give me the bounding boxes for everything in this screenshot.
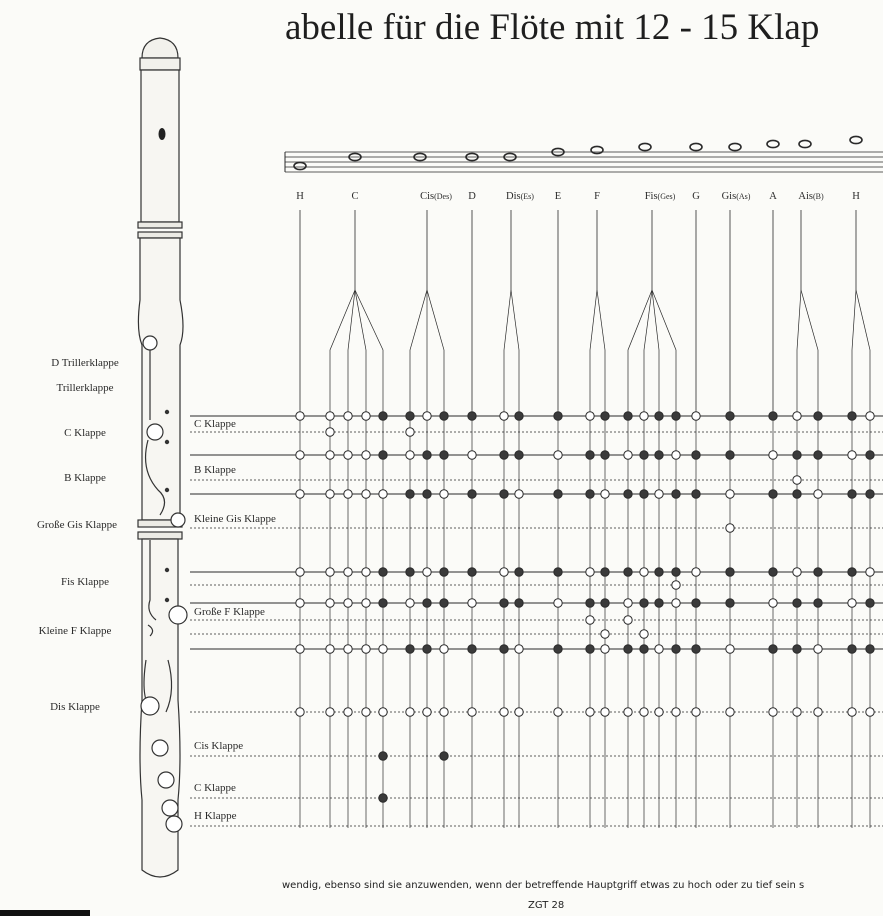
fingering-dot: [655, 645, 663, 653]
fingering-dot: [344, 412, 352, 420]
fingering-dot: [692, 451, 700, 459]
fingering-dot: [500, 599, 508, 607]
fingering-dot: [344, 599, 352, 607]
note-name: A: [769, 191, 777, 202]
row-label-b-klappe: B Klappe: [194, 464, 236, 476]
fingering-dot: [362, 412, 370, 420]
left-label-fis-klappe: Fis Klappe: [61, 576, 109, 588]
fingering-dot: [379, 568, 387, 576]
fingering-dot: [793, 645, 801, 653]
fingering-dot: [601, 599, 609, 607]
fingering-dot: [515, 568, 523, 576]
fingering-dot: [640, 645, 648, 653]
fingering-dot: [554, 708, 562, 716]
fingering-dot: [500, 412, 508, 420]
fingering-dot: [296, 568, 304, 576]
note-name: D: [468, 191, 476, 202]
fingering-dot: [515, 412, 523, 420]
fingering-dot: [586, 708, 594, 716]
fingering-dot: [866, 568, 874, 576]
fingering-dot: [726, 412, 734, 420]
fingering-dot: [296, 451, 304, 459]
note-name: Gis(As): [721, 191, 751, 202]
fingering-dot: [586, 451, 594, 459]
grid-branch: [852, 290, 856, 410]
fingering-dot: [624, 708, 632, 716]
fingering-dot: [692, 412, 700, 420]
fingering-dot: [866, 645, 874, 653]
fingering-dot: [769, 490, 777, 498]
left-label-c-klappe: C Klappe: [64, 427, 106, 439]
grid-branch: [652, 290, 659, 410]
note-name: H: [852, 191, 860, 202]
fingering-dot: [440, 412, 448, 420]
fingering-dot: [601, 708, 609, 716]
grid-branch: [427, 290, 444, 410]
fingering-dot: [848, 568, 856, 576]
fingering-dot: [672, 645, 680, 653]
fingering-dot: [440, 490, 448, 498]
fingering-dot: [362, 451, 370, 459]
fingering-dot: [624, 568, 632, 576]
fingering-dot: [554, 599, 562, 607]
fingering-dot: [692, 645, 700, 653]
fingering-dot: [326, 599, 334, 607]
grid-branch: [330, 290, 355, 410]
note-name: Dis(Es): [506, 191, 534, 202]
fingering-dot: [793, 476, 801, 484]
fingering-dot: [814, 599, 822, 607]
fingering-dot: [814, 568, 822, 576]
fingering-dot: [440, 568, 448, 576]
row-label-kleine-gis-klappe: Kleine Gis Klappe: [194, 513, 276, 525]
grid-branch: [355, 290, 366, 410]
fingering-dot: [344, 568, 352, 576]
fingering-dot: [362, 568, 370, 576]
fingering-dot: [515, 599, 523, 607]
fingering-dot: [601, 490, 609, 498]
fingering-dot: [379, 599, 387, 607]
fingering-dot: [672, 708, 680, 716]
fingering-dot: [296, 412, 304, 420]
fingering-dot: [814, 490, 822, 498]
fingering-dot: [672, 581, 680, 589]
fingering-dot: [379, 412, 387, 420]
grid-branch: [348, 290, 355, 410]
fingering-dot: [406, 568, 414, 576]
fingering-dot: [468, 412, 476, 420]
fingering-dot: [362, 490, 370, 498]
fingering-dot: [793, 412, 801, 420]
fingering-dot: [640, 490, 648, 498]
fingering-dot: [640, 568, 648, 576]
fingering-dot: [586, 645, 594, 653]
fingering-dot: [640, 451, 648, 459]
fingering-dot: [655, 490, 663, 498]
grid-branch: [511, 290, 519, 410]
fingering-dot: [406, 428, 414, 436]
staff-note: [294, 162, 306, 169]
fingering-dot: [515, 645, 523, 653]
fingering-grid: [190, 136, 883, 828]
fingering-dot: [344, 490, 352, 498]
fingering-dot: [440, 599, 448, 607]
fingering-dot: [468, 568, 476, 576]
fingering-dot: [423, 490, 431, 498]
fingering-dot: [406, 708, 414, 716]
fingering-dot: [601, 568, 609, 576]
flute-icon: [138, 38, 187, 877]
left-label-grosse-gis-klappe: Große Gis Klappe: [36, 519, 118, 531]
fingering-dot: [726, 708, 734, 716]
staff-note: [850, 136, 862, 143]
fingering-dot: [640, 412, 648, 420]
fingering-dot: [769, 599, 777, 607]
fingering-dot: [326, 568, 334, 576]
fingering-dot: [672, 451, 680, 459]
fingering-dot: [866, 490, 874, 498]
fingering-dot: [624, 490, 632, 498]
fingering-dot: [586, 490, 594, 498]
grid-branch: [597, 290, 605, 410]
row-label-h-klappe: H Klappe: [194, 810, 237, 822]
scan-edge-bar: [0, 910, 90, 916]
staff-note: [591, 146, 603, 153]
staff-note: [729, 143, 741, 150]
fingering-dot: [379, 451, 387, 459]
fingering-dot: [672, 490, 680, 498]
fingering-dot: [866, 599, 874, 607]
fingering-dot: [500, 490, 508, 498]
footer-text: wendig, ebenso sind sie anzuwenden, wenn der betreffende Hauptgriff etwas zu hoch oder zu tief sein s: [282, 880, 805, 891]
fingering-dot: [296, 490, 304, 498]
grid-branch: [856, 290, 870, 410]
fingering-dot: [500, 568, 508, 576]
fingering-dot: [793, 490, 801, 498]
grid-branch: [801, 290, 818, 410]
fingering-dot: [344, 708, 352, 716]
fingering-dot: [586, 616, 594, 624]
fingering-dot: [554, 412, 562, 420]
row-label-c-klappe: C Klappe: [194, 418, 236, 430]
fingering-dot: [793, 568, 801, 576]
fingering-dot: [624, 412, 632, 420]
fingering-dot: [793, 451, 801, 459]
page-number: ZGT 28: [528, 900, 565, 911]
grid-branch: [644, 290, 652, 410]
fingering-dot: [793, 599, 801, 607]
fingering-dot: [601, 630, 609, 638]
fingering-dot: [423, 708, 431, 716]
fingering-dot: [624, 645, 632, 653]
fingering-dot: [640, 599, 648, 607]
fingering-dot: [379, 490, 387, 498]
row-label-cis-klappe: Cis Klappe: [194, 740, 244, 752]
fingering-dot: [848, 645, 856, 653]
fingering-dot: [601, 645, 609, 653]
staff-note: [767, 140, 779, 147]
grid-branch: [355, 290, 383, 410]
fingering-dot: [423, 599, 431, 607]
fingering-dot: [440, 708, 448, 716]
fingering-dot: [500, 645, 508, 653]
note-name: Cis(Des): [420, 191, 452, 202]
fingering-dot: [440, 645, 448, 653]
fingering-dot: [726, 645, 734, 653]
fingering-dot: [379, 794, 387, 802]
row-label-grosse-f-klappe: Große F Klappe: [194, 606, 265, 618]
fingering-dot: [672, 568, 680, 576]
fingering-dot: [379, 752, 387, 760]
fingering-dot: [296, 708, 304, 716]
left-label-d-trillerklappe: D Trillerklappe: [51, 357, 119, 369]
fingering-dot: [326, 412, 334, 420]
fingering-dot: [692, 708, 700, 716]
fingering-dot: [692, 599, 700, 607]
fingering-dot: [814, 451, 822, 459]
grid-branch: [628, 290, 652, 410]
fingering-dot: [379, 645, 387, 653]
left-label-b-klappe: B Klappe: [64, 472, 106, 484]
fingering-dot: [379, 708, 387, 716]
fingering-dot: [362, 599, 370, 607]
fingering-dot: [515, 451, 523, 459]
fingering-dot: [601, 412, 609, 420]
note-name: C: [351, 191, 359, 202]
fingering-dot: [423, 412, 431, 420]
fingering-dot: [586, 568, 594, 576]
fingering-dot: [362, 708, 370, 716]
fingering-dot: [866, 708, 874, 716]
fingering-dot: [624, 616, 632, 624]
fingering-dot: [423, 645, 431, 653]
grid-branch: [652, 290, 676, 410]
fingering-dot: [814, 412, 822, 420]
fingering-dot: [726, 599, 734, 607]
fingering-dot: [601, 451, 609, 459]
fingering-dot: [554, 645, 562, 653]
fingering-dot: [848, 412, 856, 420]
fingering-dot: [344, 451, 352, 459]
fingering-dot: [406, 412, 414, 420]
fingering-dot: [655, 708, 663, 716]
fingering-dot: [468, 645, 476, 653]
row-label-c-klappe-low: C Klappe: [194, 782, 236, 794]
fingering-dot: [866, 412, 874, 420]
fingering-dot: [726, 490, 734, 498]
fingering-dot: [406, 645, 414, 653]
fingering-dot: [848, 599, 856, 607]
left-label-dis-klappe: Dis Klappe: [50, 701, 100, 713]
fingering-dot: [423, 568, 431, 576]
fingering-dot: [296, 645, 304, 653]
fingering-dot: [468, 490, 476, 498]
fingering-dot: [655, 599, 663, 607]
fingering-dot: [624, 451, 632, 459]
fingering-dot: [655, 451, 663, 459]
fingering-dot: [406, 490, 414, 498]
grid-branch: [410, 290, 427, 410]
fingering-dot: [468, 708, 476, 716]
fingering-dot: [554, 451, 562, 459]
grid-branch: [504, 290, 511, 410]
fingering-dot: [423, 451, 431, 459]
fingering-dot: [655, 568, 663, 576]
note-name: E: [554, 191, 562, 202]
fingering-dot: [624, 599, 632, 607]
fingering-dot: [769, 708, 777, 716]
fingering-dot: [848, 451, 856, 459]
note-name: Fis(Ges): [644, 191, 676, 202]
fingering-dot: [326, 645, 334, 653]
fingering-dot: [326, 428, 334, 436]
fingering-dot: [672, 412, 680, 420]
fingering-dot: [848, 708, 856, 716]
fingering-dot: [406, 599, 414, 607]
page-title: abelle für die Flöte mit 12 - 15 Klap: [285, 7, 820, 48]
fingering-dot: [296, 599, 304, 607]
staff-note: [690, 143, 702, 150]
fingering-dot: [326, 451, 334, 459]
left-label-kleine-f-klappe: Kleine F Klappe: [38, 625, 112, 637]
fingering-dot: [326, 490, 334, 498]
fingering-dot: [692, 568, 700, 576]
fingering-dot: [814, 645, 822, 653]
fingering-dot: [440, 451, 448, 459]
fingering-dot: [468, 599, 476, 607]
fingering-dot: [726, 568, 734, 576]
fingering-dot: [692, 490, 700, 498]
fingering-dot: [344, 645, 352, 653]
fingering-dot: [769, 645, 777, 653]
fingering-dot: [362, 645, 370, 653]
note-name: H: [296, 191, 304, 202]
fingering-dot: [500, 708, 508, 716]
fingering-dot: [814, 708, 822, 716]
staff-note: [799, 140, 811, 147]
fingering-dot: [440, 752, 448, 760]
note-name: F: [594, 191, 600, 202]
fingering-dot: [769, 412, 777, 420]
fingering-dot: [640, 630, 648, 638]
fingering-dot: [655, 412, 663, 420]
fingering-dot: [515, 708, 523, 716]
fingering-dot: [500, 451, 508, 459]
fingering-dot: [769, 451, 777, 459]
fingering-dot: [554, 490, 562, 498]
fingering-dot: [769, 568, 777, 576]
fingering-dot: [848, 490, 856, 498]
fingering-dot: [726, 524, 734, 532]
fingering-dot: [468, 451, 476, 459]
fingering-dot: [586, 412, 594, 420]
fingering-dot: [554, 568, 562, 576]
note-name: G: [692, 191, 700, 202]
fingering-dot: [672, 599, 680, 607]
fingering-dot: [866, 451, 874, 459]
fingering-dot: [515, 490, 523, 498]
fingering-dot: [406, 451, 414, 459]
fingering-dot: [726, 451, 734, 459]
fingering-dot: [640, 708, 648, 716]
left-label-trillerklappe: Trillerklappe: [56, 382, 114, 394]
fingering-dot: [326, 708, 334, 716]
fingering-dot: [793, 708, 801, 716]
staff-note: [639, 143, 651, 150]
fingering-dot: [586, 599, 594, 607]
grid-branch: [797, 290, 801, 410]
note-name: Ais(B): [798, 191, 824, 202]
grid-branch: [590, 290, 597, 410]
